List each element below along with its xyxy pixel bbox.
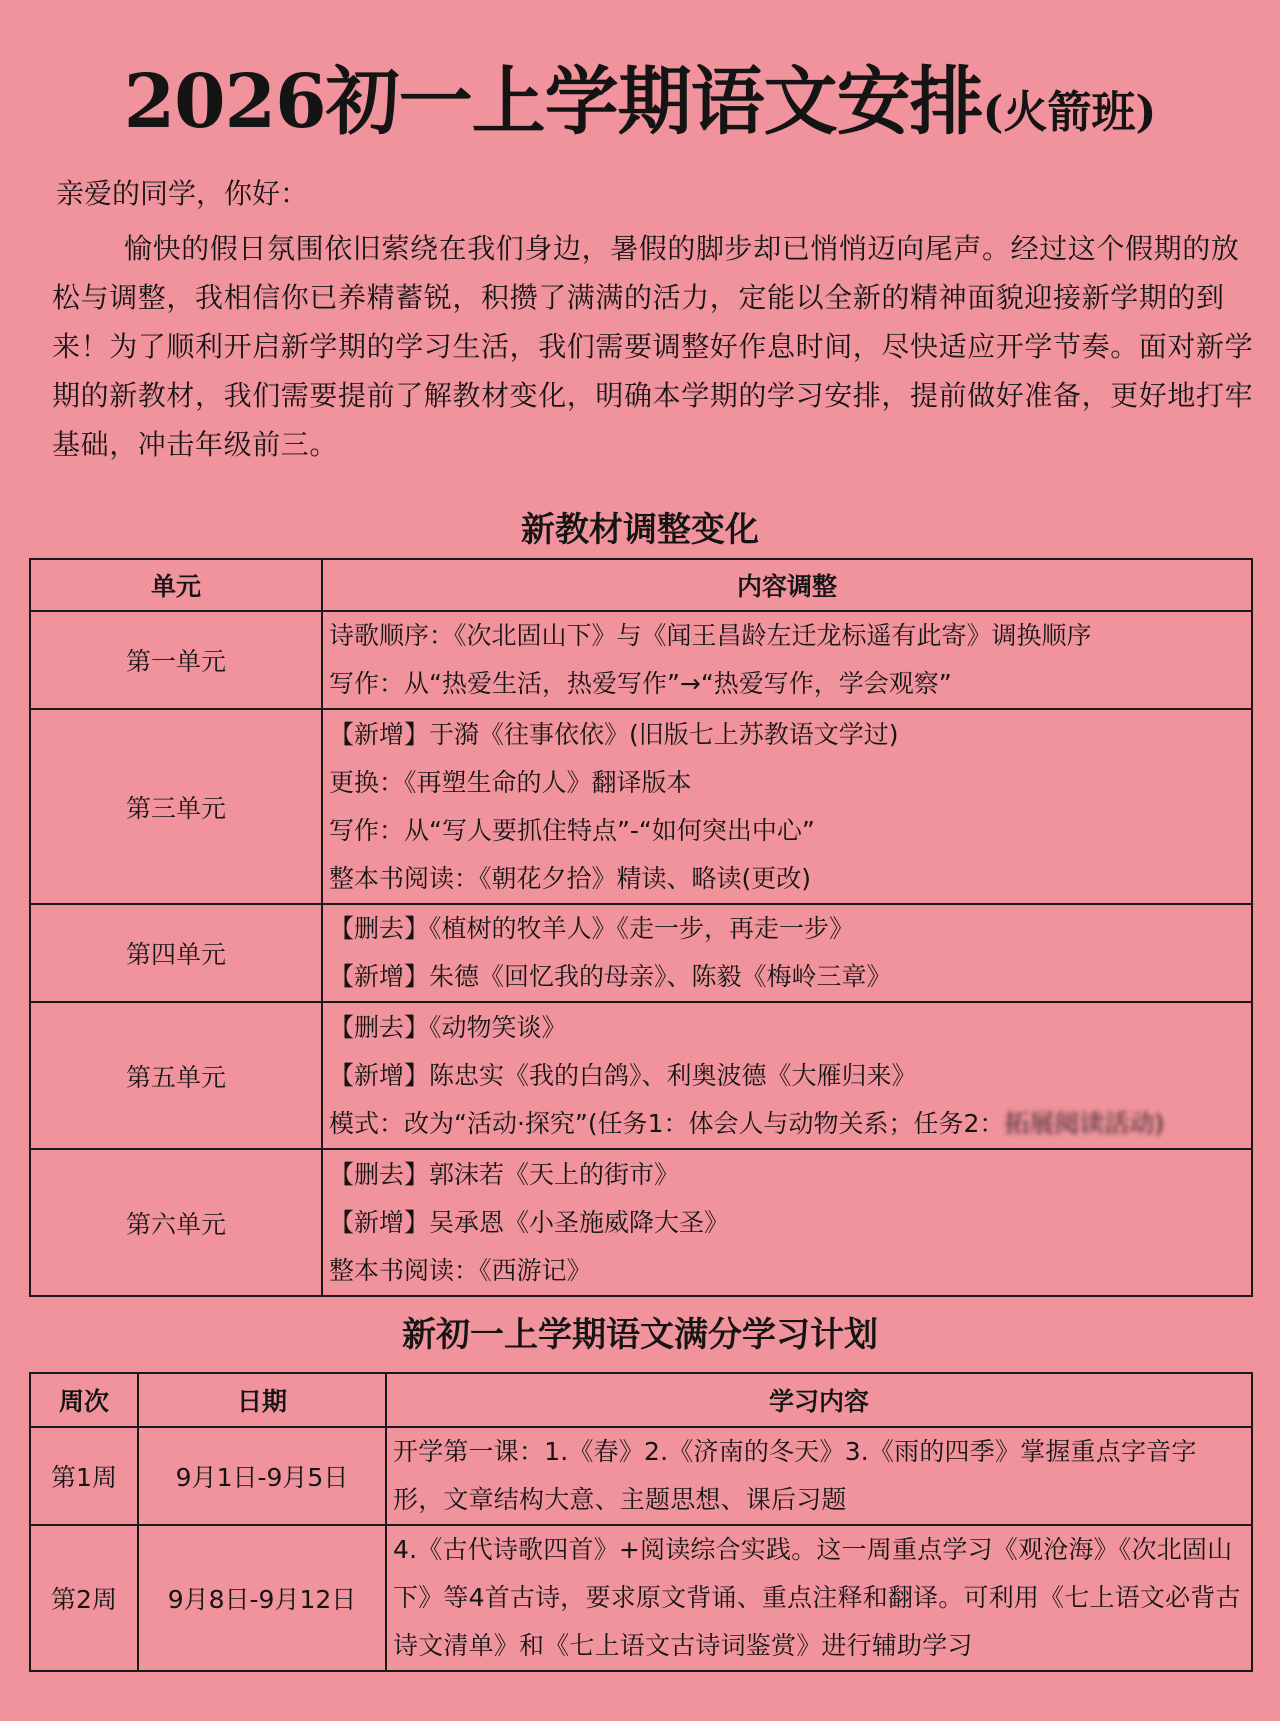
content-line: 【删去】郭沫若《天上的街市》 [329,1159,680,1189]
unit-cell: 第四单元 [30,904,322,1002]
content-cell [322,904,1252,1002]
blurred-text: 拓展阅读活动) [1004,1108,1165,1138]
content-cell [322,611,1252,709]
header-unit: 单元 [30,559,322,611]
week-cell: 第1周 [30,1427,138,1525]
content-line: 【新增】于漪《往事依依》(旧版七上苏教语文学过) [329,719,899,749]
title-suffix: (火箭班) [982,87,1157,138]
content-line: 【新增】陈忠实《我的白鸽》、利奥波德《大雁归来》 [329,1060,917,1090]
plan-table [29,1372,1253,1672]
table-row [30,709,1252,904]
table-row [30,1427,1252,1525]
unit-cell: 第六单元 [30,1149,322,1296]
content-line: 诗歌顺序：《次北固山下》与《闻王昌龄左迁龙标遥有此寄》调换顺序 [329,621,1092,650]
table-row [30,1525,1252,1671]
table-row [30,1002,1252,1149]
changes-table [29,558,1253,1297]
content-line: 整本书阅读：《西游记》 [329,1255,592,1285]
table-row [30,611,1252,709]
content-line: 写作：从“写人要抓住特点”-“如何突出中心” [329,815,815,845]
header-week: 周次 [30,1373,138,1427]
header-date: 日期 [138,1373,386,1427]
week-cell: 第2周 [30,1525,138,1671]
content-line: 【新增】吴承恩《小圣施威降大圣》 [329,1207,730,1237]
content-line: 写作：从“热爱生活，热爱写作”→“热爱写作，学会观察” [329,669,952,698]
content-cell [322,1149,1252,1296]
content-line-text: 模式：改为“活动·探究”(任务1：体会人与动物关系；任务2： [329,1108,1005,1138]
content-line: 【新增】朱德《回忆我的母亲》、陈毅《梅岭三章》 [329,962,892,991]
content-line: 【删去】《动物笑谈》 [329,1012,567,1042]
plan-section-title: 新初一上学期语文满分学习计划 [402,1315,878,1355]
title-main: 2026初一上学期语文安排 [123,59,983,145]
content-cell [322,1002,1252,1149]
unit-cell: 第一单元 [30,611,322,709]
greeting: 亲爱的同学，你好： [56,177,309,210]
header-content-adjust: 内容调整 [322,559,1252,611]
header-study-content: 学习内容 [386,1373,1252,1427]
unit-cell: 第三单元 [30,709,322,904]
content-line: 【删去】《植树的牧羊人》《走一步，再走一步》 [329,914,855,943]
study-content-cell: 4.《古代诗歌四首》+阅读综合实践。这一周重点学习《观沧海》《次北固山下》等4首古诗，要求原文背诵、重点注释和翻译。可利用《七上语文必背古诗文清单》和《七上语文古诗词鉴赏》进行辅助学习 [386,1525,1252,1671]
study-content-cell: 开学第一课：1.《春》2.《济南的冬天》3.《雨的四季》掌握重点字音字形，文章结构大意、主题思想、课后习题 [386,1427,1252,1525]
content-line [329,1100,1245,1148]
table-row [30,1149,1252,1296]
table-row [30,904,1252,1002]
unit-cell: 第五单元 [30,1002,322,1149]
changes-section-title: 新教材调整变化 [521,510,759,550]
intro-paragraph: 愉快的假日氛围依旧萦绕在我们身边，暑假的脚步却已悄悄迈向尾声。经过这个假期的放松与调整，我相信你已养精蓄锐，积攒了满满的活力，定能以全新的精神面貌迎接新学期的到来！为了顺利开启新学期的学习生活，我们需要调整好作息时间，尽快适应开学节奏。面对新学期的新教材，我们需要提前了解教材变化，明确本学期的学习安排，提前做好准备，更好地打牢基础，冲击年级前三。 [52,232,1254,461]
date-cell: 9月1日-9月5日 [138,1427,386,1525]
changes-header-row [30,559,1252,611]
date-cell: 9月8日-9月12日 [138,1525,386,1671]
content-cell [322,709,1252,904]
plan-header-row [30,1373,1252,1427]
content-line: 更换：《再塑生命的人》翻译版本 [329,767,692,797]
page-title [0,52,1280,163]
content-line: 整本书阅读：《朝花夕拾》精读、略读(更改) [329,863,812,893]
